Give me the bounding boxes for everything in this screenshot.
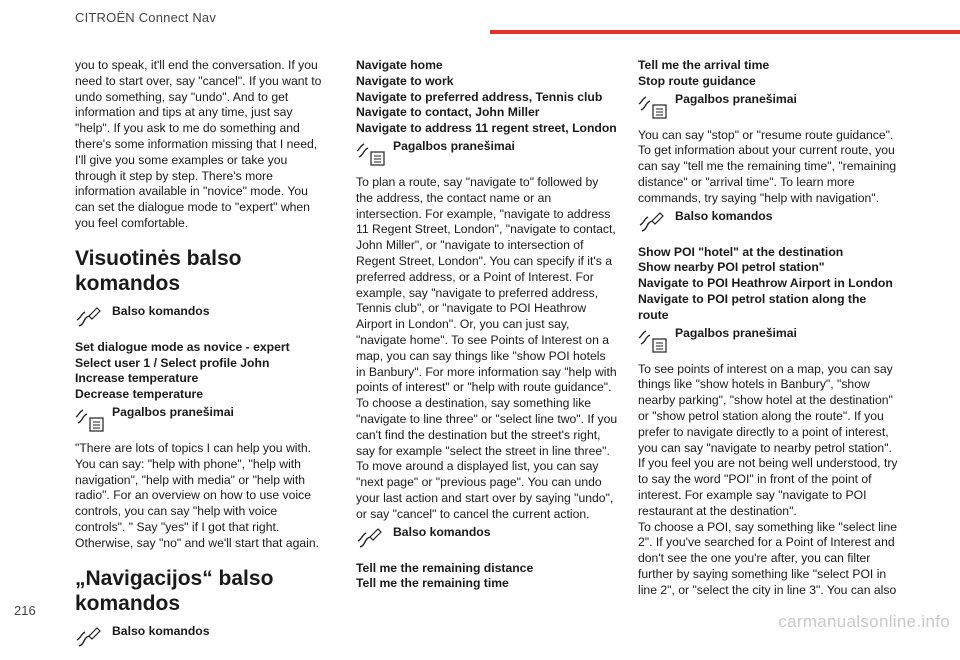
- help-messages-label-row: [356, 139, 618, 169]
- command-item: Navigate to preferred address, Tennis club: [356, 89, 603, 104]
- command-item: Decrease temperature: [75, 387, 204, 402]
- help-messages-label: Pagalbos pranešimai: [675, 325, 797, 340]
- speech-icon: [638, 209, 672, 239]
- help-text: "There are lots of topics I can help you with. You can say: "help with phone", "help with navigation", "help with media" or "help with radio". For an overview on how to use voice controls, you can say "help with voice controls". " Say "yes" if I got that right. Otherwise, say "no" and we'll start that again.: [75, 440, 320, 550]
- help-messages-label: Pagalbos pranešimai: [393, 138, 515, 153]
- voice-commands-label-row: [638, 209, 900, 239]
- voice-commands-label-row: [75, 624, 325, 654]
- voice-commands-label: Balso komandos: [112, 623, 210, 638]
- intro-paragraph: you to speak, it'll end the conversation. If you need to start over, say "cancel". If you want to undo something, say "undo". And to get information and tips at any time, just say "help". If you ask to me do something and there's some information missing that I need, I'll give you some examples or take you through it step by step. There's more information available in "novice" mode. You can set the dialogue mode to "expert" when you feel comfortable.: [75, 58, 322, 230]
- header-accent-bar: [490, 30, 960, 34]
- heading-general-commands: Visuotinės balso komandos: [75, 246, 242, 295]
- help-messages-label-row: [638, 92, 900, 122]
- help-messages-label: Pagalbos pranešimai: [675, 91, 797, 106]
- help-text: You can say "stop" or "resume route guidance". To get information about your current route, you can say "tell me the remaining time", "remaining distance" or "arrival time". To learn more commands, try saying "help with navigation".: [638, 127, 897, 205]
- speech-icon: [75, 624, 109, 654]
- command-item: Set dialogue mode as novice - expert: [75, 339, 290, 354]
- command-item: Tell me the remaining distance: [356, 560, 534, 575]
- command-item: Select user 1 / Select profile John: [75, 355, 270, 370]
- help-speech-grid-icon: [75, 405, 109, 435]
- voice-commands-label: Balso komandos: [393, 524, 491, 539]
- help-messages-label-row: [75, 405, 325, 435]
- voice-commands-label-row: [356, 525, 618, 555]
- command-item: Stop route guidance: [638, 73, 756, 88]
- command-item: Navigate to contact, John Miller: [356, 105, 540, 120]
- command-item: Navigate home: [356, 58, 443, 72]
- watermark-text: carmanualsonline.info: [778, 612, 950, 631]
- voice-commands-label: Balso komandos: [675, 208, 773, 223]
- command-item: Navigate to POI petrol station along the route: [638, 291, 867, 322]
- command-item: Show POI "hotel" at the destination: [638, 244, 844, 259]
- column-1: [75, 58, 325, 660]
- command-item: Navigate to address 11 regent street, London: [356, 121, 617, 136]
- help-speech-grid-icon: [638, 92, 672, 122]
- help-speech-grid-icon: [356, 139, 390, 169]
- command-item: Increase temperature: [75, 371, 199, 386]
- help-messages-label: Pagalbos pranešimai: [112, 404, 234, 419]
- page-number: 216: [14, 603, 36, 618]
- column-3: [638, 58, 900, 600]
- voice-commands-label: Balso komandos: [112, 303, 210, 318]
- command-item: Tell me the arrival time: [638, 58, 770, 72]
- command-item: Tell me the remaining time: [356, 576, 509, 591]
- help-messages-label-row: [638, 326, 900, 356]
- speech-icon: [75, 304, 109, 334]
- voice-commands-label-row: [75, 304, 325, 334]
- header-title: CITROËN Connect Nav: [75, 10, 217, 25]
- column-2: [356, 58, 618, 592]
- help-speech-grid-icon: [638, 326, 672, 356]
- command-item: Show nearby POI petrol station": [638, 260, 825, 275]
- speech-icon: [356, 525, 390, 555]
- command-item: Navigate to POI Heathrow Airport in London: [638, 276, 893, 291]
- help-text: To plan a route, say "navigate to" followed by the address, the contact name or an intersection. For example, "navigate to address 11 Regent Street, London", "navigate to contact, John Miller", or "navigate to intersection of Regent Street, London". You can specify if it's a preferred address, or a Point of Interest. For example, say "navigate to preferred address, Tennis club", or "navigate to POI Heathrow Airport in London". Or, you can just say, "navigate home". To see Points of Interest on a map, you can say things like "show POI hotels in Banbury". For more information say "help with points of interest" or "help with route guidance". To choose a destination, say something like "navigate to line three" or "select line two". If you can't find the destination but the street's right, say for example "select the street in line three". To move around a displayed list, you can say "next page" or "previous page". You can undo your last action and start over by saying "undo", or say "cancel" to cancel the current action.: [356, 174, 618, 521]
- heading-navigation-commands: „Navigacijos“ balso komandos: [75, 566, 274, 615]
- command-item: Navigate to work: [356, 73, 454, 88]
- help-text: To see points of interest on a map, you can say things like "show hotels in Banbury", "show nearby parking", "show hotel at the destination" or "show petrol station along the route". If you prefer to navigate directly to a point of interest, you can say "navigate to nearby petrol station". If you feel you are not being well understood, try to say the word "POI" in front of the point of interest. For example say "navigate to POI restaurant at the destination". To choose a POI, say something like "select line 2". If you've searched for a Point of Interest and don't see the one you're after, you can filter further by saying something like "select POI in line 2", or "select the city in line 3". You can also: [638, 361, 898, 597]
